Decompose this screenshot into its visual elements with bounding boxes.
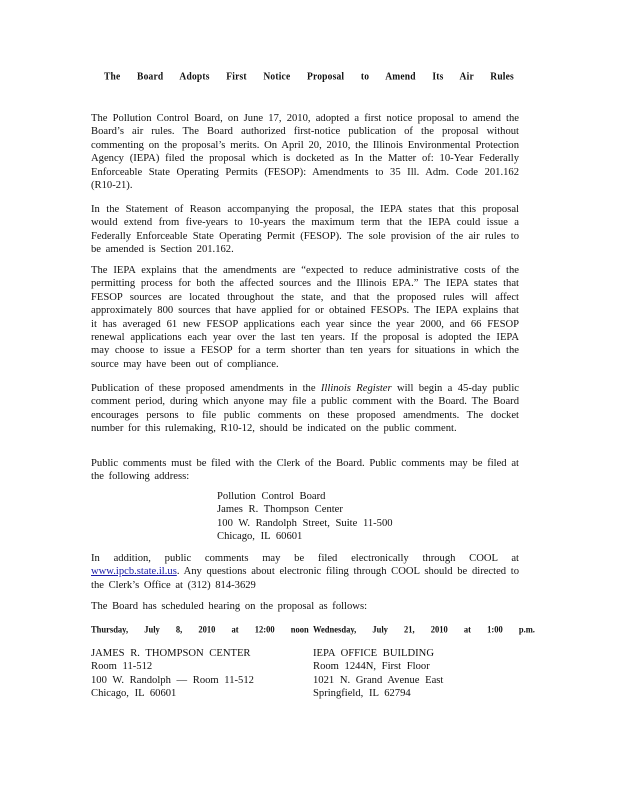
paragraph-public-comments bbox=[91, 457, 519, 484]
paragraph-text bbox=[91, 552, 519, 592]
venue-line: IEPA OFFICE BUILDING bbox=[313, 648, 434, 659]
paragraph-iepa-explains bbox=[91, 264, 519, 371]
text-run: Publication of these proposed amendments in the bbox=[91, 383, 321, 394]
venue-line: 1021 N. Grand Avenue East bbox=[313, 674, 444, 686]
document-title: The Board Adopts First Notice Proposal to Amend Its Air Rules bbox=[104, 71, 514, 83]
paragraph-hearing-schedule bbox=[91, 600, 519, 613]
address-line: James R. Thompson Center bbox=[217, 504, 343, 516]
venue-line: Room 11-512 bbox=[91, 661, 153, 673]
paragraph-statement-of-reason bbox=[91, 203, 519, 257]
venue-line: Chicago, IL 60601 bbox=[91, 688, 177, 700]
mailing-address bbox=[217, 490, 393, 544]
paragraph-text bbox=[91, 382, 519, 436]
paragraph-text: The Pollution Control Board, on June 17, 2010, adopted a first notice proposal to amend the Board’s air rules. The Board authorized first-notice publication of the proposal without commenting on the proposal’s merits. On April 20, 2010, the Illinois Environmental Protection Agency (IEPA) filed the proposal which is docketed as In the Matter of: 10-Year Federally Enforceable State Operating Permits (FESOP): Amendments to 35 Ill. Adm. Code 201.162 (R10-21). bbox=[91, 113, 519, 192]
paragraph-first-notice bbox=[91, 112, 519, 192]
paragraph-electronic-filing bbox=[91, 552, 519, 592]
hearing-date-springfield: Wednesday, July 21, 2010 at 1:00 p.m. bbox=[313, 623, 535, 635]
paragraph-text: The Board has scheduled hearing on the proposal as follows: bbox=[91, 601, 368, 612]
text-run: will begin a 45-day public comment period, during which anyone may file a public comment with the Board. The Board encourages persons to file public comments on these proposed amendments. The docket number for this rulemaking, R10-12, should be indicated on the public comment. bbox=[91, 383, 519, 435]
venue-line: 100 W. Randolph — Room 11-512 bbox=[91, 674, 254, 686]
hearing-venue-springfield bbox=[313, 647, 443, 701]
paragraph-text: Public comments must be filed with the Clerk of the Board. Public comments may be filed at the following address: bbox=[91, 458, 519, 483]
venue-line: Springfield, IL 62794 bbox=[313, 688, 411, 700]
text-run: In addition, public comments may be filed electronically through COOL at bbox=[91, 553, 519, 564]
illinois-register-title: Illinois Register bbox=[320, 383, 392, 394]
address-line: Pollution Control Board bbox=[217, 491, 326, 502]
address-line: Chicago, IL 60601 bbox=[217, 531, 303, 543]
venue-line: Room 1244N, First Floor bbox=[313, 661, 430, 673]
hearing-venue-chicago bbox=[91, 647, 254, 701]
paragraph-text: The IEPA explains that the amendments are “expected to reduce administrative costs of the permitting process for both the affected sources and the Illinois EPA.” The IEPA states that FESOP sources are located throughout the state, and that the proposed rules will affect approximately 800 sources that have applied for or obtained FESOPs. The IEPA explains that it has averaged 61 new FESOP applications each year since the year 2000, and 66 FESOP renewal applications each year over the last ten years. If the proposal is adopted the IEPA may choose to issue a FESOP for a term shorter than ten years for situations in which the source may have been out of compliance. bbox=[91, 265, 519, 370]
venue-line: JAMES R. THOMPSON CENTER bbox=[91, 648, 251, 659]
hearing-date-chicago: Thursday, July 8, 2010 at 12:00 noon bbox=[91, 623, 309, 635]
paragraph-publication bbox=[91, 382, 519, 436]
board-website-link[interactable]: www.ipcb.state.il.us bbox=[91, 566, 177, 578]
text-run: . Any questions about electronic filing through COOL should be directed to the Clerk’s Office at (312) 814-3629 bbox=[91, 566, 519, 591]
address-line: 100 W. Randolph Street, Suite 11-500 bbox=[217, 517, 393, 529]
paragraph-text: In the Statement of Reason accompanying the proposal, the IEPA states that this proposal would extend from five-years to 10-years the maximum term that the IEPA could issue a Federally Enforceable State Operating Permit (FESOP). The sole provision of the air rules to be amended is Section 201.162. bbox=[91, 204, 519, 256]
